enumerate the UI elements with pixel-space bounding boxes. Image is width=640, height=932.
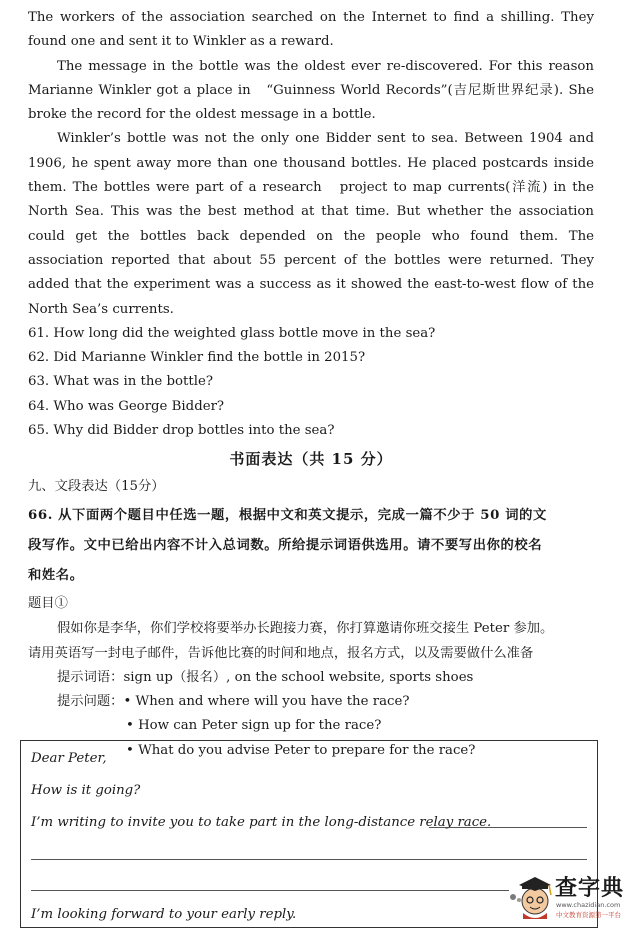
answer-line[interactable] [429, 827, 587, 828]
hint-question-2: • How can Peter sign up for the race? [126, 718, 382, 734]
hint-question-3: • What do you advise Peter to prepare for the race? [126, 742, 476, 758]
document-page [28, 6, 594, 763]
topic-description-line-1: 假如你是李华，你们学校将要举办长跑接力赛，你打算邀请你班交接生 Peter 参加。 [57, 621, 554, 637]
letter-line-2: I’m writing to invite you to take part in the long-distance relay race. [31, 815, 492, 830]
topic-description-line-2: 请用英语写一封电子邮件，告诉他比赛的时间和地点，报名方式，以及需要做什么准备 [28, 646, 534, 662]
watermark-logo [509, 867, 635, 927]
question-61: 61. How long did the weighted glass bottle move in the sea? [28, 325, 436, 341]
question-list [28, 322, 594, 443]
hint-questions [28, 690, 594, 714]
logo-name: 查字典 [555, 876, 625, 901]
task-instruction-line-3: 和姓名。 [28, 568, 84, 584]
question-64: 64. Who was George Bidder? [28, 398, 225, 414]
letter-greeting: Dear Peter, [31, 751, 107, 766]
passage-paragraph-1: The workers of the association searched on the Internet to find a shilling. They found one and sent it to Winkler as a reward. [28, 10, 594, 50]
question-62: 62. Did Marianne Winkler find the bottle in 2015? [28, 350, 366, 366]
passage-paragraph-2: The message in the bottle was the oldest ever re-discovered. For this reason Marianne Winkler got a place in “Guinness World Records”(吉尼斯世界纪录). She broke the record for the oldest message in a bottle. [28, 58, 594, 123]
passage-paragraph-3: Winkler’s bottle was not the only one Bidder sent to sea. Between 1904 and 1906, he spent away more than one thousand bottles. He placed postcards inside them. The bottles were part of a research project to map currents(洋流) in the North Sea. This was the best method at that time. But whether the association could get the bottles back depended on the people who found them. The association reported that about 55 percent of the bottles were returned. They added that the experiment was a success as it showed the east-to-west flow of the North Sea’s currents. [28, 131, 594, 317]
hint-words: 提示词语：sign up（报名）, on the school website, sports shoes [57, 670, 474, 686]
writing-section-title: 书面表达（共 15 分） [229, 450, 393, 469]
hint-questions-label: 提示问题： [57, 694, 124, 710]
letter-closing: I’m looking forward to your early reply. [31, 907, 297, 922]
letter-line-1: How is it going? [31, 783, 141, 798]
logo-url: www.chazidian.com [556, 901, 621, 909]
question-63: 63. What was in the bottle? [28, 374, 213, 390]
answer-line[interactable] [31, 859, 587, 860]
logo-tagline: 中文教育资源第一平台 [556, 911, 621, 919]
task-instruction-line-2: 段写作。文中已给出内容不计入总词数。所给提示词语供选用。请不要写出你的校名 [28, 538, 543, 554]
question-65: 65. Why did Bidder drop bottles into the sea? [28, 423, 335, 439]
part-heading: 九、文段表达（15分） [28, 479, 165, 495]
hint-question-1: • When and where will you have the race? [123, 694, 410, 710]
topic-label: 题目① [28, 596, 68, 612]
task-instruction-line-1: 66. 从下面两个题目中任选一题，根据中文和英文提示，完成一篇不少于 50 词的文 [28, 508, 547, 524]
answer-line[interactable] [31, 890, 509, 891]
